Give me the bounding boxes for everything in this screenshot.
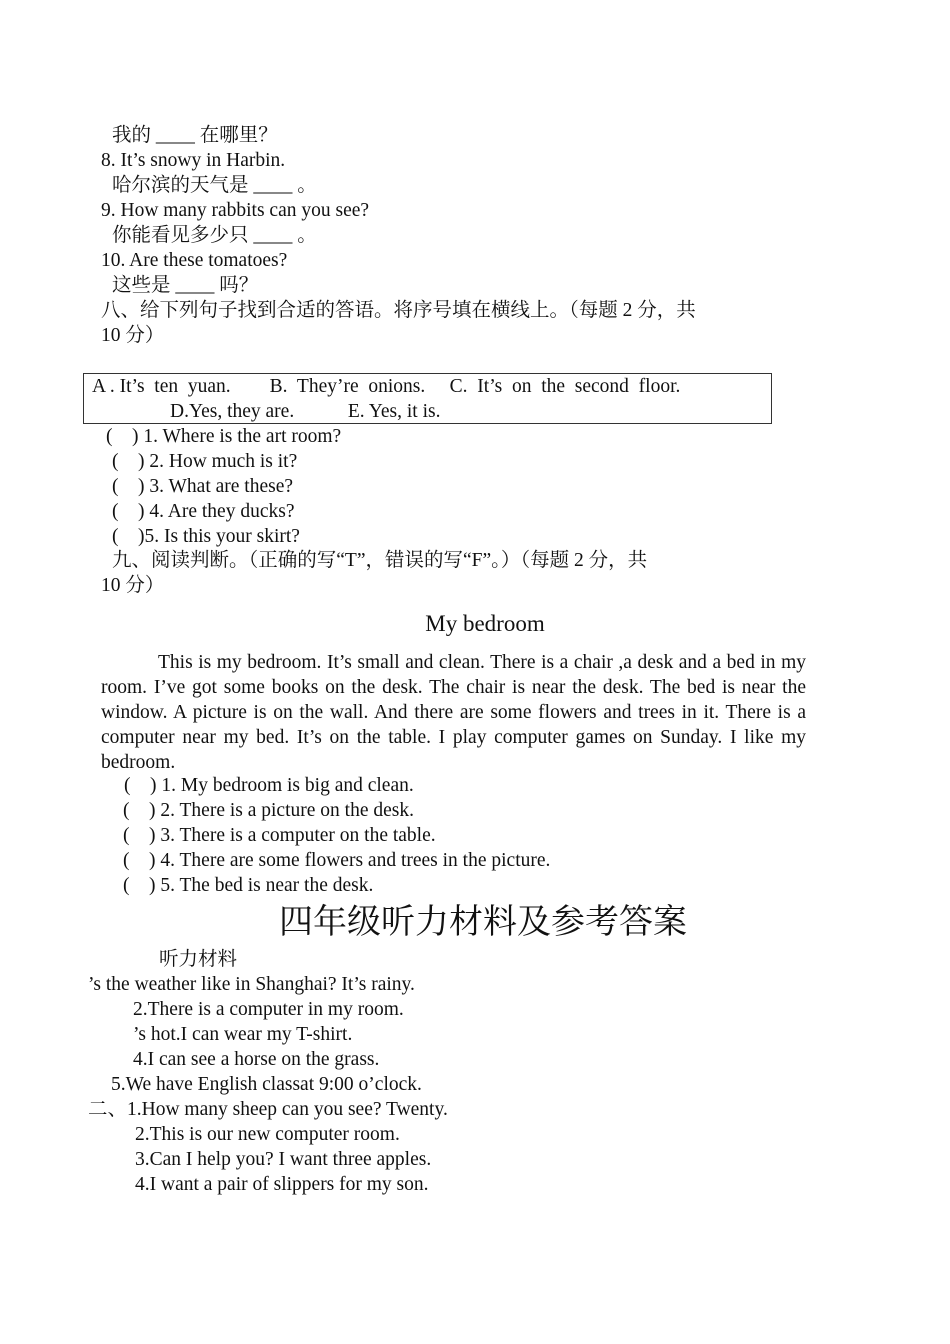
section-heading: 九、阅读判断。（正确的写“T”，错误的写“F”。）（每题 2 分，共 [112, 550, 648, 571]
judge-question: ( ) 4. There are some flowers and trees in the picture. [123, 850, 551, 871]
listening-line: 4.I can see a horse on the grass. [133, 1049, 380, 1070]
listening-line: 2.There is a computer in my room. [133, 999, 404, 1020]
question-line: 9. How many rabbits can you see? [101, 200, 370, 221]
listening-line: ’s the weather like in Shanghai? It’s rainy. [88, 974, 415, 995]
listening-line: 2.This is our new computer room. [135, 1124, 400, 1145]
reading-passage: This is my bedroom. It’s small and clean. There is a chair ,a desk and a bed in my room. I’ve got some books on the desk. The chair is near the desk. The bed is near the window. A picture is on the wall. And there are some flowers and trees in it. There is a computer near my bed. It’s on the table. I play computer games on Sunday. I like my bedroom. [101, 652, 806, 773]
section-heading: 八、给下列句子找到合适的答语。将序号填在横线上。（每题 2 分，共 [101, 300, 696, 321]
listening-line: 4.I want a pair of slippers for my son. [135, 1174, 429, 1195]
answer-options-line: A . It’s ten yuan. B. They’re onions. C. It’s on the second floor. [92, 376, 681, 397]
question-line: 10. Are these tomatoes? [101, 250, 288, 271]
translation-line: 这些是 ____ 吗？ [112, 275, 259, 296]
answer-options-line: D.Yes, they are. E. Yes, it is. [170, 401, 441, 422]
answers-title: 四年级听力材料及参考答案 [279, 902, 687, 942]
section-heading-cont: 10 分） [101, 325, 165, 346]
question-line: 8. It’s snowy in Harbin. [101, 150, 286, 171]
judge-question: ( ) 5. The bed is near the desk. [123, 875, 374, 896]
section-heading-cont: 10 分） [101, 575, 165, 596]
judge-question: ( ) 2. There is a picture on the desk. [123, 800, 414, 821]
match-question: ( )5. Is this your skirt? [112, 526, 300, 547]
listening-line: 3.Can I help you? I want three apples. [135, 1149, 432, 1170]
match-question: ( ) 2. How much is it? [112, 451, 298, 472]
passage-title: My bedroom [425, 611, 545, 636]
answers-subtitle: 听力材料 [159, 949, 238, 970]
judge-question: ( ) 1. My bedroom is big and clean. [124, 775, 414, 796]
listening-line: 5.We have English classat 9:00 o’clock. [111, 1074, 422, 1095]
listening-line: 二、1.How many sheep can you see? Twenty. [88, 1099, 448, 1120]
judge-question: ( ) 3. There is a computer on the table. [123, 825, 436, 846]
translation-line: 我的 ____ 在哪里？ [112, 125, 278, 146]
match-question: ( ) 1. Where is the art room? [106, 426, 342, 447]
match-question: ( ) 4. Are they ducks? [112, 501, 295, 522]
translation-line: 你能看见多少只 ____ 。 [112, 225, 317, 246]
translation-line: 哈尔滨的天气是 ____ 。 [112, 175, 317, 196]
listening-line: ’s hot.I can wear my T-shirt. [133, 1024, 353, 1045]
match-question: ( ) 3. What are these? [112, 476, 294, 497]
